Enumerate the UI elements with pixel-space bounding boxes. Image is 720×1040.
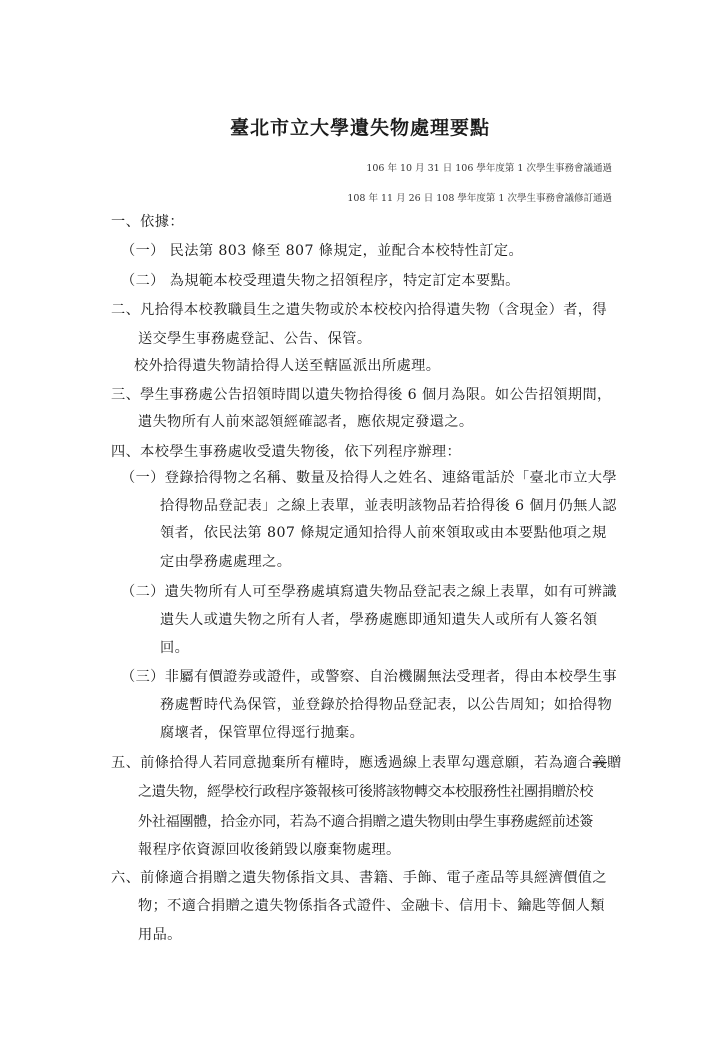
section-5-line-3: 外社福團體，拾金亦同，若為不適合捐贈之遺失物則由學生事務處經前述簽 [138,814,593,830]
approval-note: 106 年 10 月 31 日 106 學年度第 1 次學生事務會議通過 [366,163,612,174]
section-4-item-1-line-4: 定由學務處處理之。 [160,554,292,570]
section-1-heading: 一、依據： [111,214,184,230]
section-4-item-2-line-3: 回。 [160,640,190,656]
section-2-line-3: 校外拾得遺失物請拾得人送至轄區派出所處理。 [134,358,441,374]
section-4-item-1-line-1: （一）登錄拾得物之名稱、數量及拾得人之姓名、連絡電話於「臺北市立大學 [121,470,617,486]
section-4-item-1-line-2: 拾得物品登記表」之線上表單，並表明該物品若拾得後 6 個月仍無人認 [160,498,617,514]
section-4-item-1-line-3: 領者，依民法第 807 條規定通知拾得人前來領取或由本要點他項之規 [160,525,607,541]
page-title: 臺北市立大學遺失物處理要點 [229,117,490,139]
section-4-item-2-line-1: （二）遺失物所有人可至學務處填寫遺失物品登記表之線上表單，如有可辨識 [121,584,617,600]
section-3-line-1: 三、學生事務處公告招領時間以遺失物拾得後 6 個月為限。如公告招領期間， [111,387,612,403]
section-4-item-3-line-3: 腐壞者，保管單位得逕行拋棄。 [160,725,365,741]
section-5-line-2: 之遺失物，經學校行政程序簽報核可後將該物轉交本校服務性社團捐贈於校 [138,784,593,800]
section-4-item-2-line-2: 遺失人或遺失物之所有人者，學務處應即通知遺失人或所有人簽名領 [160,612,598,628]
section-4-item-3-line-1: （三）非屬有價證券或證件，或警察、自治機關無法受理者，得由本校學生事 [121,669,617,685]
struck-character: 義 [592,755,607,771]
section-4-item-3-line-2: 務處暫時代為保管，並登錄於拾得物品登記表，以公告周知；如拾得物 [160,697,613,713]
section-5-line-1 [111,753,622,773]
section-2-line-2: 送交學生事務處登記、公告、保管。 [138,331,372,347]
section-3-line-2: 遺失物所有人前來認領經確認者，應依規定發還之。 [138,414,474,430]
revision-note: 108 年 11 月 26 日 108 學年度第 1 次學生事務會議修訂通過 [347,193,612,204]
section-5-line-1-end: 贈 [606,755,622,771]
section-5-line-1-text: 五、前條拾得人若同意拋棄所有權時，應透過線上表單勾選意願，若為適合 [111,755,593,771]
section-5-line-4: 報程序依資源回收後銷毀以廢棄物處理。 [138,842,401,858]
section-2-line-1: 二、凡拾得本校教職員生之遺失物或於本校校內拾得遺失物（含現金）者，得 [111,302,607,318]
section-6-line-3: 用品。 [138,927,182,943]
section-6-line-2: 物；不適合捐贈之遺失物係指各式證件、金融卡、信用卡、鑰匙等個人類 [138,898,605,914]
section-1-item-1: （一） 民法第 803 條至 807 條規定，並配合本校特性訂定。 [121,243,524,259]
section-4-heading: 四、本校學生事務處收受遺失物後，依下列程序辦理： [111,444,462,460]
section-1-item-2: （二） 為規範本校受理遺失物之招領程序，特定訂定本要點。 [121,273,520,289]
section-6-line-1: 六、前條適合捐贈之遺失物係指文具、書籍、手飾、電子產品等具經濟價值之 [111,870,607,886]
